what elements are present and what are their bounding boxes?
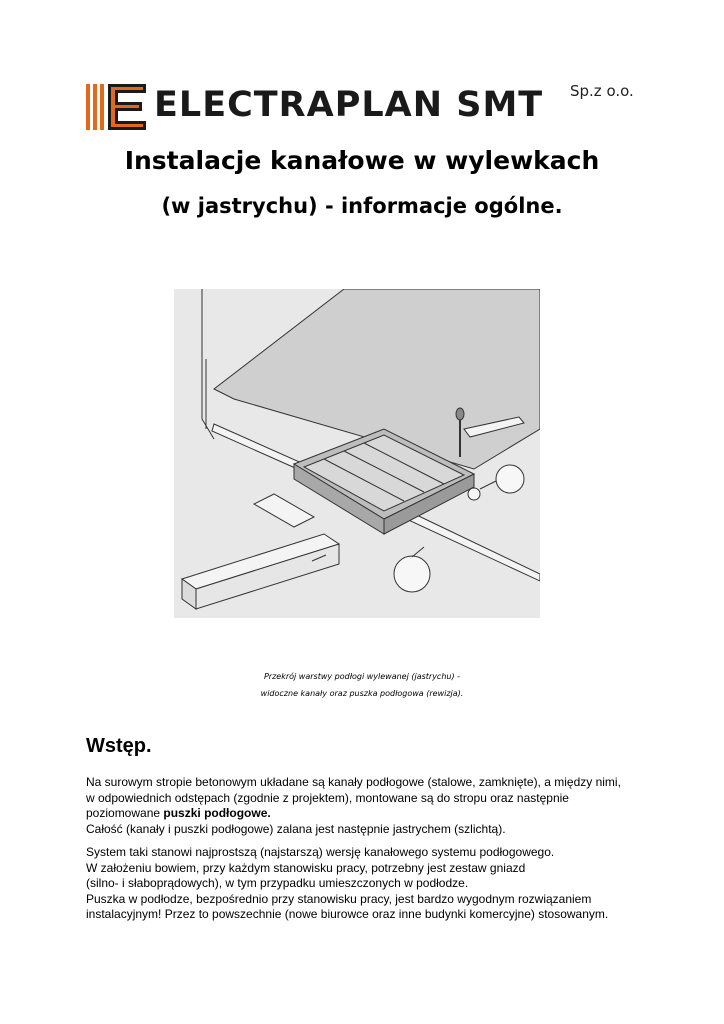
paragraph-line: [86, 806, 666, 822]
paragraph-line: Puszka w podłodze, bezpośrednio przy stanowisku pracy, jest bardzo wygodnym rozwiązaniem: [86, 891, 592, 906]
paragraph-line: w odpowiednich odstępach (zgodnie z projektem), montowane są do stropu oraz następnie: [86, 790, 569, 805]
paragraph-line: Całość (kanały i puszki podłogowe) zalana jest następnie jastrychem (szlichtą).: [86, 821, 506, 836]
figure-caption: [0, 668, 724, 702]
paragraph-line: instalacyjnym! Przez to powszechnie (nowe biurowce oraz inne budynki komercyjne) stosowanym.: [86, 907, 609, 921]
paragraph-line: System taki stanowi najprostszą (najstarszą) wersję kanałowego systemu podłogowego.: [86, 845, 555, 859]
paragraph-line: Na surowym stropie betonowym układane są kanały podłogowe (stalowe, zamknięte), a między nimi,: [86, 775, 621, 789]
floor-duct-illustration: [174, 289, 540, 618]
electraplan-logo-icon: [86, 84, 146, 130]
caption-line: Przekrój warstwy podłogi wylewanej (jastrychu) -: [263, 672, 461, 681]
page-title: Instalacje kanałowe w wylewkach: [124, 146, 600, 175]
intro-paragraph-1: [86, 775, 666, 837]
company-name: ELECTRAPLAN SMT: [154, 85, 544, 125]
caption-line: widoczne kanały oraz puszka podłogowa (rewizja).: [260, 689, 464, 698]
paragraph-line: W założeniu bowiem, przy każdym stanowisku pracy, potrzebny jest zestaw gniazd: [86, 860, 526, 875]
company-suffix: Sp.z o.o.: [570, 82, 634, 100]
section-heading: Wstęp.: [86, 735, 152, 757]
paragraph-line: (silno- i słaboprądowych), w tym przypadku umieszczonych w podłodze.: [86, 876, 469, 890]
bold-term: puszki podłogowe.: [163, 806, 271, 820]
paragraph-text: poziomowane: [86, 806, 164, 820]
intro-paragraph-2: [86, 845, 666, 923]
page-subtitle: (w jastrychu) - informacje ogólne.: [161, 194, 563, 218]
company-logo: [86, 80, 642, 134]
